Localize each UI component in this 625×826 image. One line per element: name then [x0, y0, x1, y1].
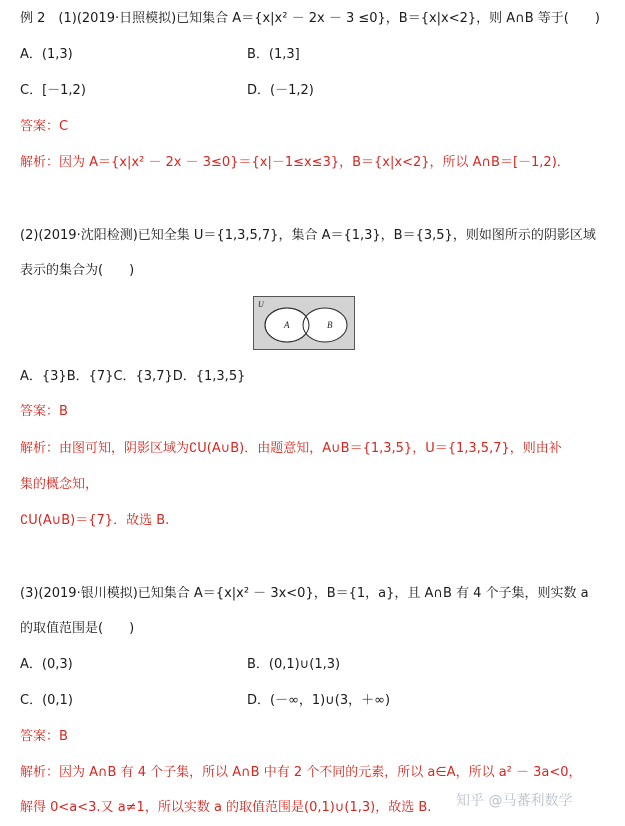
q1-analysis: 解析：因为 A＝{x|x² － 2x － 3≤0}＝{x|－1≤x≤3}，B＝{x|x<2}，所以 A∩B＝[－1,2)．	[20, 155, 570, 170]
q3-option-b: B．(0,1)∪(1,3)	[247, 657, 341, 672]
venn-circle-b	[303, 308, 347, 342]
q1-option-d: D．(－1,2)	[247, 83, 314, 98]
q1-answer: 答案：C	[20, 119, 69, 134]
watermark: 知乎 @马蕃利数学	[456, 793, 573, 809]
venn-label-u: U	[258, 300, 264, 309]
venn-label-b: B	[327, 320, 333, 330]
q3-option-c: C．(0,1)	[20, 693, 73, 708]
q3-option-d: D．(－∞，1)∪(3，＋∞)	[247, 693, 391, 708]
q2-analysis-line1: 解析：由图可知，阴影区域为∁U(A∪B)．由题意知，A∪B＝{1,3,5}，U＝{1,3,5,7}，则由补	[20, 441, 562, 456]
q1-option-b: B．(1,3]	[247, 47, 300, 62]
q2-stem-line2: 表示的集合为( )	[20, 263, 135, 278]
q2-analysis-line3: ∁U(A∪B)＝{7}．故选 B.	[20, 513, 170, 528]
q2-answer: 答案：B	[20, 404, 68, 419]
q2-analysis-line2: 集的概念知，	[20, 477, 99, 492]
q2-stem-line1: (2)(2019·沈阳检测)已知全集 U＝{1,3,5,7}，集合 A＝{1,3}，B＝{3,5}，则如图所示的阴影区域	[20, 228, 596, 243]
q3-analysis-line1: 解析：因为 A∩B 有 4 个子集，所以 A∩B 中有 2 个不同的元素，所以 a∈A，所以 a² － 3a<0，	[20, 765, 582, 780]
q3-answer: 答案：B	[20, 729, 68, 744]
q3-stem-line2: 的取值范围是( )	[20, 621, 135, 636]
venn-diagram-svg	[254, 297, 356, 351]
q1-stem: 例 2 (1)(2019·日照模拟)已知集合 A＝{x|x² － 2x － 3 ≤0}，B＝{x|x<2}，则 A∩B 等于( )	[20, 11, 600, 26]
q2-options: A．{3}B．{7}C．{3,7}D．{1,3,5}	[20, 369, 246, 384]
q3-option-a: A．(0,3)	[20, 657, 73, 672]
venn-label-a: A	[284, 320, 290, 330]
venn-diagram	[253, 296, 355, 350]
q3-stem-line1: (3)(2019·银川模拟)已知集合 A＝{x|x² － 3x<0}，B＝{1，a}，且 A∩B 有 4 个子集，则实数 a	[20, 586, 589, 601]
q1-option-a: A．(1,3)	[20, 47, 73, 62]
q3-analysis-line2: 解得 0<a<3.又 a≠1，所以实数 a 的取值范围是(0,1)∪(1,3)，故选 B.	[20, 800, 432, 815]
q1-option-c: C．[－1,2)	[20, 83, 86, 98]
